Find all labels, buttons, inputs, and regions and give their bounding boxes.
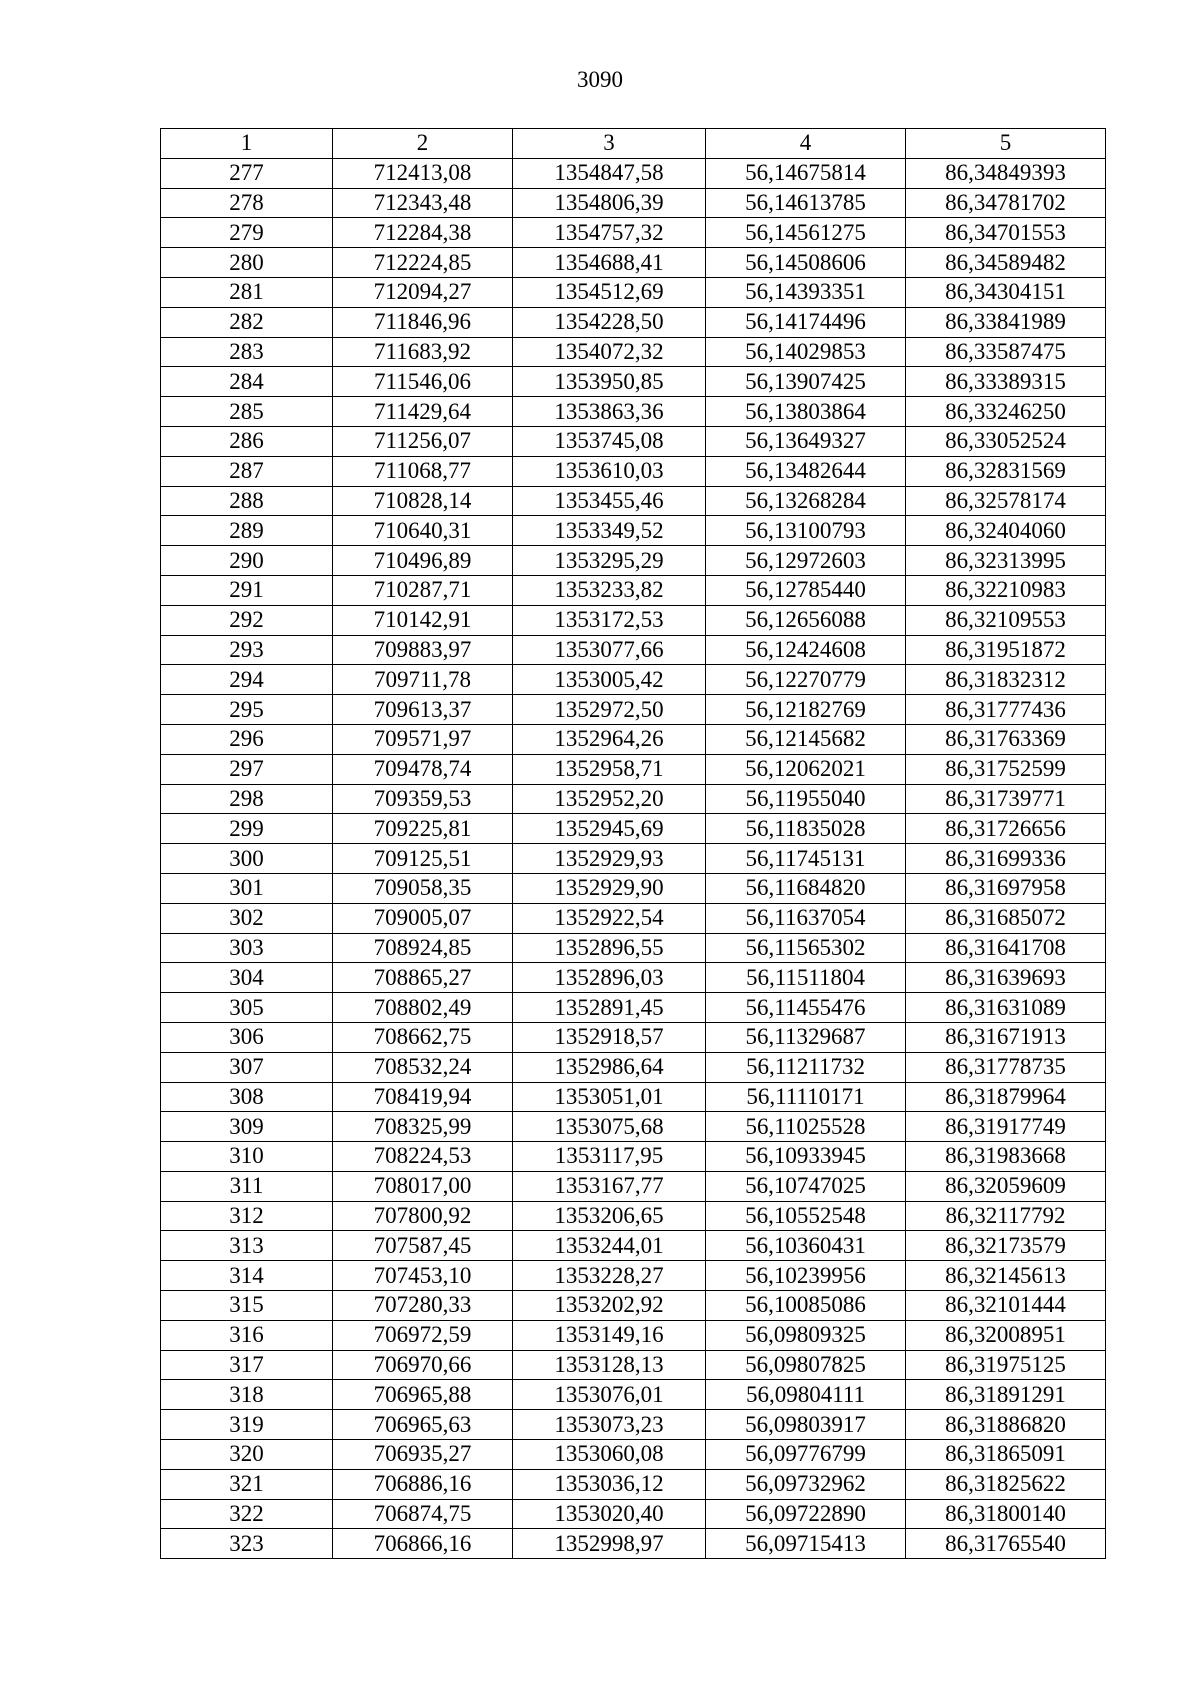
table-cell: 56,11455476 <box>706 993 906 1023</box>
table-cell: 290 <box>161 546 333 576</box>
table-cell: 86,31639693 <box>906 963 1106 993</box>
table-row <box>161 516 1106 546</box>
table-cell: 283 <box>161 337 333 367</box>
table-header <box>161 129 1106 159</box>
coordinates-table <box>160 128 1106 1559</box>
table-cell: 86,31765540 <box>906 1529 1106 1559</box>
table-cell: 310 <box>161 1142 333 1172</box>
table-row <box>161 1171 1106 1201</box>
table-cell: 321 <box>161 1469 333 1499</box>
table-cell: 56,11025528 <box>706 1112 906 1142</box>
table-cell: 86,32578174 <box>906 486 1106 516</box>
table-cell: 56,12145682 <box>706 724 906 754</box>
table-cell: 709225,81 <box>333 814 513 844</box>
table-cell: 56,13907425 <box>706 367 906 397</box>
table-cell: 300 <box>161 844 333 874</box>
table-row <box>161 397 1106 427</box>
table-cell: 1354512,69 <box>513 277 706 307</box>
table-cell: 316 <box>161 1320 333 1350</box>
table-cell: 307 <box>161 1052 333 1082</box>
table-row <box>161 575 1106 605</box>
table-cell: 56,14561275 <box>706 218 906 248</box>
table-cell: 1353060,08 <box>513 1440 706 1470</box>
table-cell: 86,31777436 <box>906 695 1106 725</box>
table-cell: 284 <box>161 367 333 397</box>
table-row <box>161 1529 1106 1559</box>
table-cell: 706970,66 <box>333 1350 513 1380</box>
table-cell: 86,31641708 <box>906 933 1106 963</box>
table-cell: 1353036,12 <box>513 1469 706 1499</box>
table-cell: 708924,85 <box>333 933 513 963</box>
table-cell: 86,33246250 <box>906 397 1106 427</box>
table-cell: 56,09804111 <box>706 1380 906 1410</box>
table-cell: 1352929,93 <box>513 844 706 874</box>
table-cell: 282 <box>161 307 333 337</box>
table-cell: 56,13803864 <box>706 397 906 427</box>
table-cell: 278 <box>161 188 333 218</box>
table-cell: 287 <box>161 456 333 486</box>
table-cell: 86,31752599 <box>906 754 1106 784</box>
table-cell: 86,32008951 <box>906 1320 1106 1350</box>
table-cell: 56,10933945 <box>706 1142 906 1172</box>
table-cell: 56,14613785 <box>706 188 906 218</box>
table-cell: 709883,97 <box>333 635 513 665</box>
column-header: 4 <box>706 129 906 159</box>
column-header: 1 <box>161 129 333 159</box>
table-cell: 711683,92 <box>333 337 513 367</box>
table-cell: 86,31983668 <box>906 1142 1106 1172</box>
table-cell: 56,13100793 <box>706 516 906 546</box>
table-cell: 706965,88 <box>333 1380 513 1410</box>
table-cell: 1354688,41 <box>513 248 706 278</box>
table-cell: 86,33389315 <box>906 367 1106 397</box>
table-cell: 710496,89 <box>333 546 513 576</box>
table-cell: 1352922,54 <box>513 903 706 933</box>
table-cell: 56,11835028 <box>706 814 906 844</box>
table-cell: 86,31778735 <box>906 1052 1106 1082</box>
table-cell: 712343,48 <box>333 188 513 218</box>
table-row <box>161 1380 1106 1410</box>
table-cell: 86,34781702 <box>906 188 1106 218</box>
table-cell: 1353610,03 <box>513 456 706 486</box>
table-cell: 304 <box>161 963 333 993</box>
table-cell: 323 <box>161 1529 333 1559</box>
table-row <box>161 784 1106 814</box>
table-cell: 298 <box>161 784 333 814</box>
table-cell: 86,31671913 <box>906 1022 1106 1052</box>
table-row <box>161 486 1106 516</box>
table-cell: 1354806,39 <box>513 188 706 218</box>
table-cell: 1353075,68 <box>513 1112 706 1142</box>
table-cell: 707280,33 <box>333 1291 513 1321</box>
table-cell: 280 <box>161 248 333 278</box>
table-cell: 1352986,64 <box>513 1052 706 1082</box>
table-cell: 311 <box>161 1171 333 1201</box>
table-cell: 56,10239956 <box>706 1261 906 1291</box>
table-cell: 317 <box>161 1350 333 1380</box>
table-cell: 1352896,03 <box>513 963 706 993</box>
table-cell: 312 <box>161 1201 333 1231</box>
table-row <box>161 635 1106 665</box>
table-cell: 306 <box>161 1022 333 1052</box>
table-row <box>161 873 1106 903</box>
table-cell: 86,31879964 <box>906 1082 1106 1112</box>
table-cell: 1353202,92 <box>513 1291 706 1321</box>
table-cell: 56,14675814 <box>706 158 906 188</box>
table-cell: 86,32173579 <box>906 1231 1106 1261</box>
table-cell: 56,11684820 <box>706 873 906 903</box>
table-cell: 86,32117792 <box>906 1201 1106 1231</box>
table-cell: 1352945,69 <box>513 814 706 844</box>
table-row <box>161 724 1106 754</box>
table-cell: 712413,08 <box>333 158 513 188</box>
table-cell: 56,13482644 <box>706 456 906 486</box>
table-cell: 56,11211732 <box>706 1052 906 1082</box>
table-row <box>161 426 1106 456</box>
table-cell: 1353455,46 <box>513 486 706 516</box>
table-cell: 709359,53 <box>333 784 513 814</box>
table-cell: 86,31951872 <box>906 635 1106 665</box>
table-cell: 301 <box>161 873 333 903</box>
table-row <box>161 903 1106 933</box>
table-cell: 1353172,53 <box>513 605 706 635</box>
table-cell: 1352896,55 <box>513 933 706 963</box>
table-cell: 303 <box>161 933 333 963</box>
table-cell: 1353051,01 <box>513 1082 706 1112</box>
table-cell: 315 <box>161 1291 333 1321</box>
table-cell: 56,09722890 <box>706 1499 906 1529</box>
table-cell: 706874,75 <box>333 1499 513 1529</box>
table-cell: 86,32109553 <box>906 605 1106 635</box>
table-cell: 710287,71 <box>333 575 513 605</box>
table-cell: 56,09809325 <box>706 1320 906 1350</box>
table-cell: 299 <box>161 814 333 844</box>
table-row <box>161 1201 1106 1231</box>
table-cell: 56,09807825 <box>706 1350 906 1380</box>
table-cell: 56,11511804 <box>706 963 906 993</box>
table-cell: 86,34304151 <box>906 277 1106 307</box>
table-cell: 86,32313995 <box>906 546 1106 576</box>
table-cell: 56,09732962 <box>706 1469 906 1499</box>
table-row <box>161 456 1106 486</box>
table-cell: 86,32145613 <box>906 1261 1106 1291</box>
table-row <box>161 158 1106 188</box>
table-cell: 1353228,27 <box>513 1261 706 1291</box>
table-cell: 56,10085086 <box>706 1291 906 1321</box>
table-cell: 294 <box>161 665 333 695</box>
table-cell: 56,12785440 <box>706 575 906 605</box>
table-cell: 86,31800140 <box>906 1499 1106 1529</box>
table-cell: 1353167,77 <box>513 1171 706 1201</box>
table-cell: 86,31865091 <box>906 1440 1106 1470</box>
table-cell: 56,13649327 <box>706 426 906 456</box>
table-cell: 292 <box>161 605 333 635</box>
table-cell: 1353233,82 <box>513 575 706 605</box>
table-cell: 707800,92 <box>333 1201 513 1231</box>
table-cell: 1353244,01 <box>513 1231 706 1261</box>
table-cell: 86,31631089 <box>906 993 1106 1023</box>
table-cell: 319 <box>161 1410 333 1440</box>
table-row <box>161 695 1106 725</box>
table-cell: 1353206,65 <box>513 1201 706 1231</box>
table-cell: 1353077,66 <box>513 635 706 665</box>
table-cell: 1354757,32 <box>513 218 706 248</box>
table-cell: 1353020,40 <box>513 1499 706 1529</box>
table-row <box>161 963 1106 993</box>
table-cell: 86,31825622 <box>906 1469 1106 1499</box>
table-cell: 309 <box>161 1112 333 1142</box>
table-cell: 86,32831569 <box>906 456 1106 486</box>
table-cell: 293 <box>161 635 333 665</box>
table-cell: 56,11329687 <box>706 1022 906 1052</box>
table-cell: 711256,07 <box>333 426 513 456</box>
table-row <box>161 933 1106 963</box>
table-cell: 709571,97 <box>333 724 513 754</box>
table-cell: 86,33841989 <box>906 307 1106 337</box>
table-cell: 56,14393351 <box>706 277 906 307</box>
table-row <box>161 844 1106 874</box>
table-cell: 708325,99 <box>333 1112 513 1142</box>
table-cell: 56,12656088 <box>706 605 906 635</box>
table-cell: 706972,59 <box>333 1320 513 1350</box>
table-cell: 1354228,50 <box>513 307 706 337</box>
table-cell: 279 <box>161 218 333 248</box>
table-cell: 56,12972603 <box>706 546 906 576</box>
table-row <box>161 277 1106 307</box>
table-cell: 1352929,90 <box>513 873 706 903</box>
table-cell: 712094,27 <box>333 277 513 307</box>
table-cell: 1353128,13 <box>513 1350 706 1380</box>
table-cell: 1352958,71 <box>513 754 706 784</box>
table-cell: 56,10552548 <box>706 1201 906 1231</box>
table-row <box>161 1291 1106 1321</box>
table-cell: 56,11110171 <box>706 1082 906 1112</box>
table-cell: 709125,51 <box>333 844 513 874</box>
table-cell: 86,34701553 <box>906 218 1106 248</box>
table-cell: 86,32101444 <box>906 1291 1106 1321</box>
table-cell: 56,11565302 <box>706 933 906 963</box>
table-cell: 86,32210983 <box>906 575 1106 605</box>
table-cell: 706886,16 <box>333 1469 513 1499</box>
table-row <box>161 1112 1106 1142</box>
column-header: 5 <box>906 129 1106 159</box>
table-cell: 86,32059609 <box>906 1171 1106 1201</box>
table-cell: 706965,63 <box>333 1410 513 1440</box>
table-cell: 56,12424608 <box>706 635 906 665</box>
table-cell: 285 <box>161 397 333 427</box>
table-cell: 56,10747025 <box>706 1171 906 1201</box>
table-row <box>161 1082 1106 1112</box>
table-cell: 1353005,42 <box>513 665 706 695</box>
table-cell: 1352964,26 <box>513 724 706 754</box>
table-cell: 1352891,45 <box>513 993 706 1023</box>
table-cell: 86,34849393 <box>906 158 1106 188</box>
table-cell: 707453,10 <box>333 1261 513 1291</box>
table-cell: 708224,53 <box>333 1142 513 1172</box>
table-cell: 56,14029853 <box>706 337 906 367</box>
table-cell: 86,31917749 <box>906 1112 1106 1142</box>
table-cell: 706866,16 <box>333 1529 513 1559</box>
table-row <box>161 1440 1106 1470</box>
table-cell: 56,11637054 <box>706 903 906 933</box>
table-row <box>161 218 1106 248</box>
table-cell: 711429,64 <box>333 397 513 427</box>
table-row <box>161 1142 1106 1172</box>
table-cell: 86,31739771 <box>906 784 1106 814</box>
table-cell: 709613,37 <box>333 695 513 725</box>
table-cell: 710142,91 <box>333 605 513 635</box>
table-cell: 1353149,16 <box>513 1320 706 1350</box>
table-row <box>161 188 1106 218</box>
table-cell: 711846,96 <box>333 307 513 337</box>
table-cell: 288 <box>161 486 333 516</box>
table-cell: 1353745,08 <box>513 426 706 456</box>
table-cell: 322 <box>161 1499 333 1529</box>
table-cell: 708802,49 <box>333 993 513 1023</box>
table-cell: 302 <box>161 903 333 933</box>
table-cell: 1353950,85 <box>513 367 706 397</box>
table-cell: 708419,94 <box>333 1082 513 1112</box>
table-cell: 56,12062021 <box>706 754 906 784</box>
table-row <box>161 993 1106 1023</box>
table-row <box>161 1261 1106 1291</box>
table-cell: 86,33052524 <box>906 426 1106 456</box>
table-cell: 56,10360431 <box>706 1231 906 1261</box>
table-row <box>161 546 1106 576</box>
table-cell: 86,31697958 <box>906 873 1106 903</box>
table-row <box>161 307 1106 337</box>
table-row <box>161 1350 1106 1380</box>
table-row <box>161 1410 1106 1440</box>
table-cell: 706935,27 <box>333 1440 513 1470</box>
table-cell: 1353863,36 <box>513 397 706 427</box>
table-cell: 1354847,58 <box>513 158 706 188</box>
table-cell: 708865,27 <box>333 963 513 993</box>
table-row <box>161 665 1106 695</box>
table-cell: 308 <box>161 1082 333 1112</box>
table-cell: 318 <box>161 1380 333 1410</box>
table-cell: 56,14174496 <box>706 307 906 337</box>
table-row <box>161 754 1106 784</box>
column-header: 2 <box>333 129 513 159</box>
table-cell: 86,31685072 <box>906 903 1106 933</box>
table-cell: 86,33587475 <box>906 337 1106 367</box>
table-cell: 56,09803917 <box>706 1410 906 1440</box>
table-cell: 711546,06 <box>333 367 513 397</box>
table-cell: 709478,74 <box>333 754 513 784</box>
table-cell: 281 <box>161 277 333 307</box>
table-cell: 710640,31 <box>333 516 513 546</box>
table-cell: 289 <box>161 516 333 546</box>
table-cell: 56,12270779 <box>706 665 906 695</box>
table-cell: 708017,00 <box>333 1171 513 1201</box>
table-cell: 86,31891291 <box>906 1380 1106 1410</box>
table-cell: 86,34589482 <box>906 248 1106 278</box>
table-cell: 1353076,01 <box>513 1380 706 1410</box>
table-row <box>161 1231 1106 1261</box>
table-cell: 320 <box>161 1440 333 1470</box>
column-header: 3 <box>513 129 706 159</box>
table-row <box>161 1022 1106 1052</box>
table-row <box>161 1052 1106 1082</box>
table-cell: 86,31975125 <box>906 1350 1106 1380</box>
table-row <box>161 248 1106 278</box>
table-cell: 1353073,23 <box>513 1410 706 1440</box>
table-row <box>161 367 1106 397</box>
table-cell: 1352918,57 <box>513 1022 706 1052</box>
table-cell: 86,31832312 <box>906 665 1106 695</box>
table-cell: 286 <box>161 426 333 456</box>
table-cell: 1353349,52 <box>513 516 706 546</box>
table-cell: 56,11955040 <box>706 784 906 814</box>
table-cell: 296 <box>161 724 333 754</box>
table-cell: 709711,78 <box>333 665 513 695</box>
table-cell: 56,12182769 <box>706 695 906 725</box>
table-cell: 1353117,95 <box>513 1142 706 1172</box>
table-cell: 710828,14 <box>333 486 513 516</box>
table-row <box>161 605 1106 635</box>
table-cell: 86,31726656 <box>906 814 1106 844</box>
table-cell: 1352972,50 <box>513 695 706 725</box>
table-cell: 314 <box>161 1261 333 1291</box>
table-cell: 712224,85 <box>333 248 513 278</box>
table-cell: 712284,38 <box>333 218 513 248</box>
table-cell: 295 <box>161 695 333 725</box>
table-row <box>161 1320 1106 1350</box>
table-cell: 711068,77 <box>333 456 513 486</box>
table-cell: 313 <box>161 1231 333 1261</box>
table-cell: 1353295,29 <box>513 546 706 576</box>
table-row <box>161 1469 1106 1499</box>
table-cell: 708532,24 <box>333 1052 513 1082</box>
table-cell: 56,14508606 <box>706 248 906 278</box>
table-cell: 86,31886820 <box>906 1410 1106 1440</box>
table-cell: 56,09776799 <box>706 1440 906 1470</box>
table-row <box>161 337 1106 367</box>
table-cell: 56,11745131 <box>706 844 906 874</box>
table-cell: 709058,35 <box>333 873 513 903</box>
table-cell: 709005,07 <box>333 903 513 933</box>
table-cell: 1354072,32 <box>513 337 706 367</box>
table-cell: 56,09715413 <box>706 1529 906 1559</box>
table-cell: 277 <box>161 158 333 188</box>
table-cell: 86,32404060 <box>906 516 1106 546</box>
table-row <box>161 1499 1106 1529</box>
table-cell: 1352998,97 <box>513 1529 706 1559</box>
table-cell: 297 <box>161 754 333 784</box>
table-cell: 305 <box>161 993 333 1023</box>
table-row <box>161 814 1106 844</box>
header-row <box>161 129 1106 159</box>
table-cell: 707587,45 <box>333 1231 513 1261</box>
table-cell: 86,31699336 <box>906 844 1106 874</box>
table-cell: 1352952,20 <box>513 784 706 814</box>
table-cell: 86,31763369 <box>906 724 1106 754</box>
page-number: 3090 <box>577 67 623 92</box>
table-cell: 56,13268284 <box>706 486 906 516</box>
table-cell: 291 <box>161 575 333 605</box>
table-cell: 708662,75 <box>333 1022 513 1052</box>
table-body <box>161 158 1106 1558</box>
